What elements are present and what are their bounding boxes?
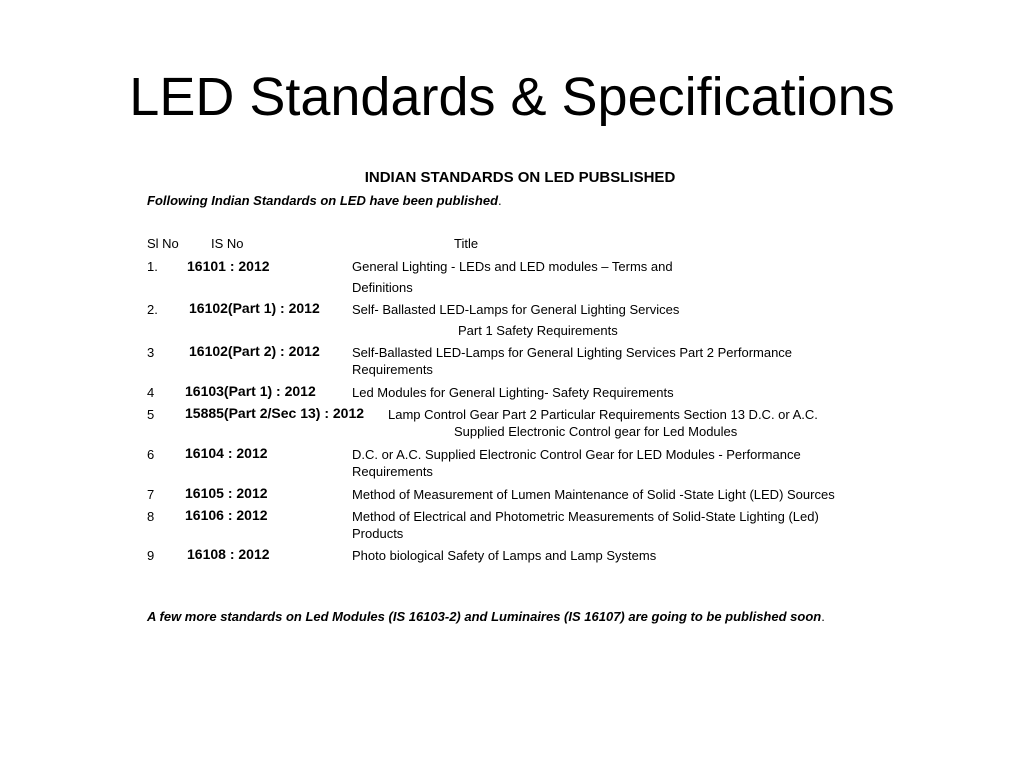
section-heading: INDIAN STANDARDS ON LED PUBSLISHED [364,169,676,186]
row-title-line-2: Supplied Electronic Control gear for Led Modules [454,424,738,439]
row-title [352,446,912,480]
row-title-line-2: Products [352,526,404,541]
intro-sentence: Following Indian Standards on LED have been published [147,193,499,208]
row-title [352,547,912,564]
row-title-line-1: Self- Ballasted LED-Lamps for General Lighting Services [352,302,680,317]
row-sl-no: 4 [147,385,155,400]
row-sl-no: 5 [147,407,155,422]
row-sl-no: 1. [147,259,158,274]
column-header-title: Title [454,236,479,251]
row-title [352,384,912,401]
row-sl-no: 2. [147,302,158,317]
row-title-line-1: Lamp Control Gear Part 2 Particular Requirements Section 13 D.C. or A.C. [388,407,818,422]
row-title-line-1: Led Modules for General Lighting- Safety Requirements [352,385,674,400]
row-title-line-2: Part 1 Safety Requirements [458,323,618,338]
row-title-line-2: Requirements [352,362,433,377]
row-is-number: 16105 : 2012 [185,485,268,501]
row-is-number: 15885(Part 2/Sec 13) : 2012 [185,405,365,421]
slide-title: LED Standards & Specifications [129,67,895,127]
row-title [352,344,912,378]
row-title-line-2: Requirements [352,464,433,479]
row-title-line-1: Photo biological Safety of Lamps and Lamp Systems [352,548,657,563]
row-title [388,406,888,440]
row-sl-no: 9 [147,548,155,563]
row-is-number: 16102(Part 1) : 2012 [189,300,320,316]
row-is-number: 16104 : 2012 [185,445,268,461]
column-header-is-no: IS No [211,236,244,251]
intro-text [147,192,502,210]
row-title [352,301,912,339]
row-is-number: 16101 : 2012 [187,258,270,274]
row-sl-no: 3 [147,345,155,360]
row-title-line-1: Method of Measurement of Lumen Maintenance of Solid -State Light (LED) Sources [352,487,835,502]
row-title-line-2: Definitions [352,280,413,295]
row-is-number: 16106 : 2012 [185,507,268,523]
row-title [352,508,912,542]
row-sl-no: 6 [147,447,155,462]
row-title [352,486,912,503]
row-title-line-1: Self-Ballasted LED-Lamps for General Lighting Services Part 2 Performance [352,345,793,360]
row-title-line-1: D.C. or A.C. Supplied Electronic Control Gear for LED Modules - Performance [352,447,801,462]
row-title-line-1: Method of Electrical and Photometric Measurements of Solid-State Lighting (Led) [352,509,819,524]
row-sl-no: 7 [147,487,155,502]
footnote-text [147,608,825,626]
row-title-line-1: General Lighting - LEDs and LED modules – Terms and [352,259,673,274]
footnote-sentence: A few more standards on Led Modules (IS 16103-2) and Luminaires (IS 16107) are going to be published soon [147,609,822,624]
row-is-number: 16103(Part 1) : 2012 [185,383,316,399]
row-is-number: 16108 : 2012 [187,546,270,562]
intro-period: . [498,193,502,208]
footnote-period: . [821,609,825,624]
row-sl-no: 8 [147,509,155,524]
column-header-sl-no: Sl No [147,236,179,251]
row-is-number: 16102(Part 2) : 2012 [189,343,320,359]
row-title [352,258,912,296]
